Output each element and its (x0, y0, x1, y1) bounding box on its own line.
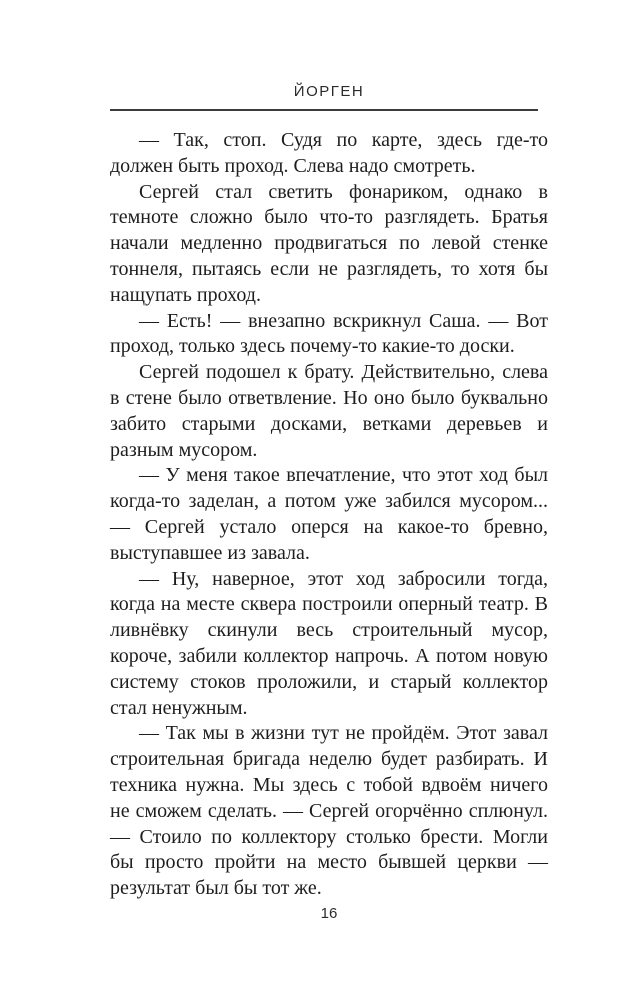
header-rule (110, 109, 538, 111)
paragraph: Сергей стал светить фонариком, однако в темноте сложно было что-то разглядеть. Братья начали медленно продвигаться по левой стенке тоннеля, пытаясь если не разглядеть, то хотя бы нащупать проход. (110, 180, 548, 306)
paragraph: — Так, стоп. Судя по карте, здесь где-то должен быть проход. Слева надо смотреть. (110, 129, 548, 177)
paragraph: Сергей подошел к брату. Действительно, слева в стене было ответвление. Но оно было буквально забито старыми досками, ветками деревьев и разным мусором. (110, 361, 548, 461)
text-column (110, 0, 548, 902)
running-head-title: ЙОРГЕН (293, 83, 365, 100)
paragraph: — Так мы в жизни тут не пройдём. Этот завал строительная бригада неделю будет разбирать. И техника нужна. Мы здесь с тобой вдвоём ничего не сможем сделать. — Сергей огорчённо сплюнул. — Стоило по коллектору столько брести. Могли бы просто пройти на место бывшей церкви — результат был бы тот же. (110, 722, 548, 900)
paragraph: — У меня такое впечатление, что этот ход был когда-то заделан, а потом уже забился мусором... — Сергей устало оперся на какое-то бревно, выступавшее из завала. (110, 464, 548, 564)
body-text-block (110, 128, 548, 902)
paragraph: — Есть! — внезапно вскрикнул Саша. — Вот проход, только здесь почему-то какие-то доски. (110, 309, 548, 358)
page-number: 16 (320, 905, 338, 922)
paragraph: — Ну, наверное, этот ход забросили тогда, когда на месте сквера построили оперный театр. В ливнёвку скинули весь строительный мусор, короче, забили коллектор напрочь. А потом новую систему стоков проложили, и старый коллектор стал ненужным. (110, 567, 548, 719)
